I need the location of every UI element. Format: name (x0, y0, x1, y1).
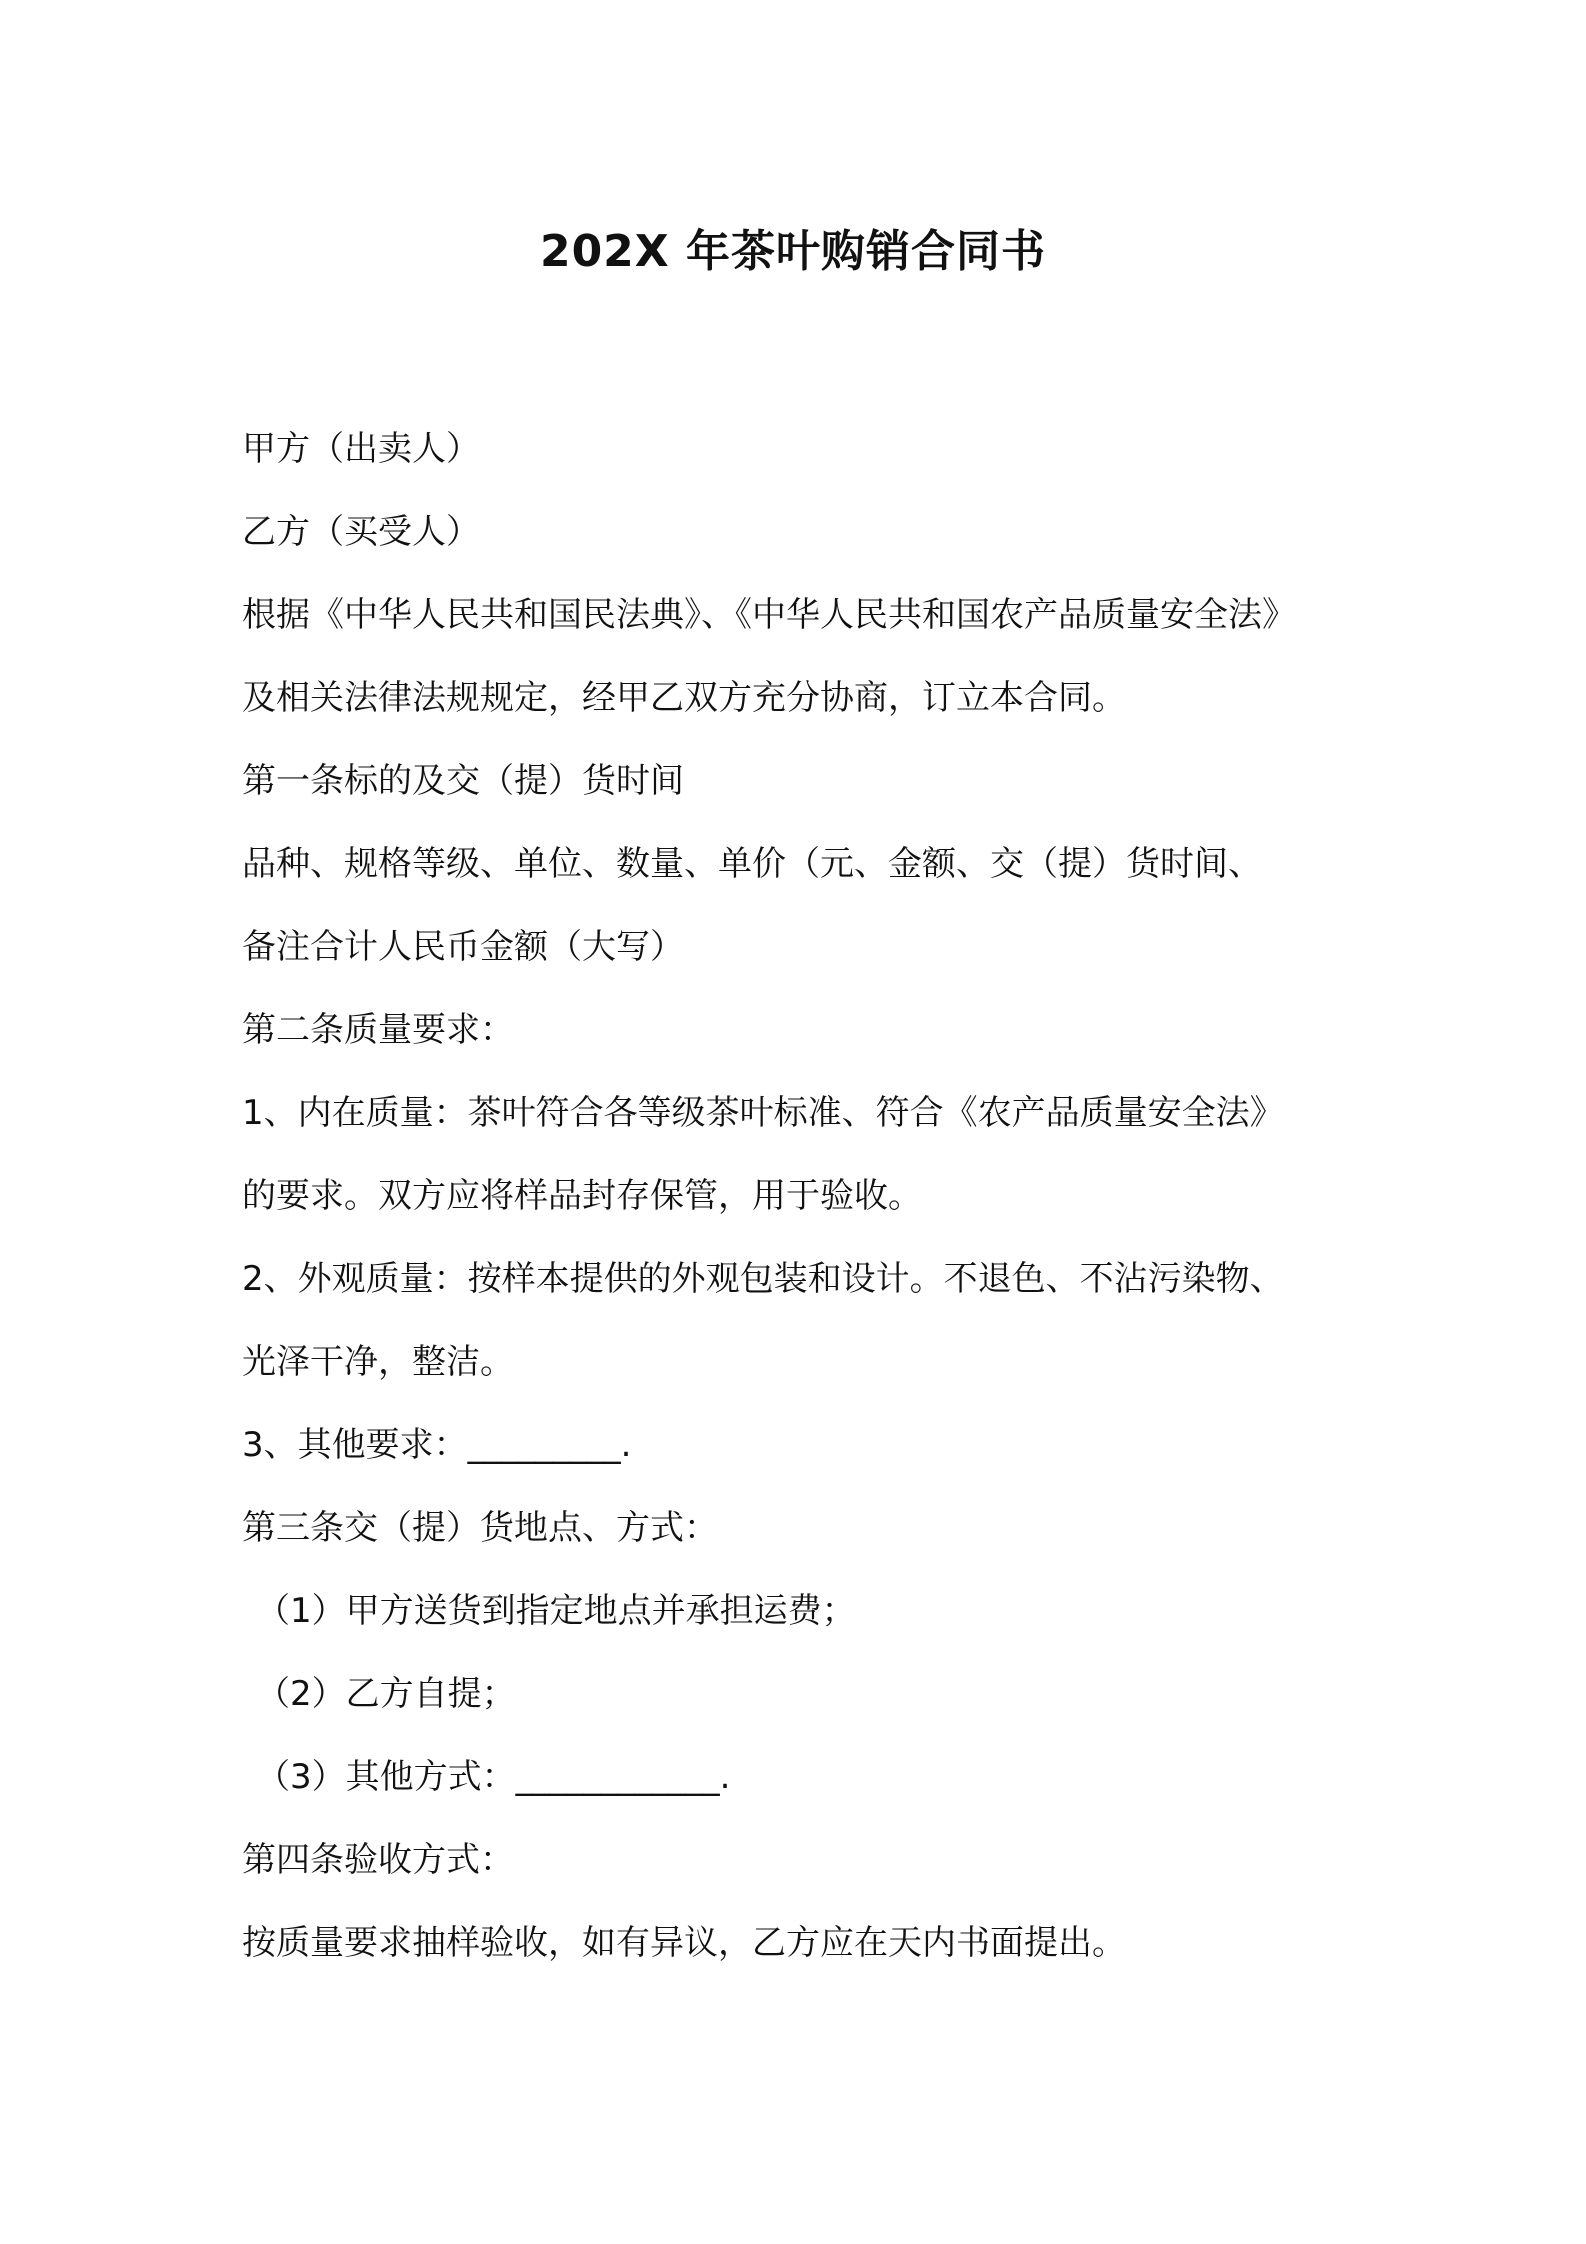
acceptance-method-text: 按质量要求抽样验收，如有异议，乙方应在天内书面提出。 (242, 1923, 1126, 1963)
delivery-option-2: （2）乙方自提； (256, 1674, 516, 1714)
document-body (242, 408, 1382, 1985)
document-title: 202X 年茶叶购销合同书 (539, 226, 1047, 277)
party-b-line: 乙方（买受人） (242, 512, 480, 552)
article-2-heading: 第二条质量要求： (242, 1010, 514, 1050)
quality-item-1: 1、内在质量：茶叶符合各等级茶叶标准、符合《农产品质量安全法》 (242, 1093, 1284, 1133)
legal-basis-line: 根据《中华人民共和国民法典》、《中华人民共和国农产品质量安全法》 (242, 595, 1296, 635)
delivery-option-1: （1）甲方送货到指定地点并承担运费； (256, 1591, 856, 1631)
party-a-line: 甲方（出卖人） (242, 429, 480, 469)
quality-item-3: 3、其他要求：_________. (242, 1425, 632, 1465)
article-1-fields: 品种、规格等级、单位、数量、单价（元、金额、交（提）货时间、 (242, 844, 1262, 884)
legal-basis-line-continued: 及相关法律法规规定，经甲乙双方充分协商，订立本合同。 (242, 678, 1126, 718)
quality-item-2-continued: 光泽干净，整洁。 (242, 1342, 514, 1382)
quality-item-2: 2、外观质量：按样本提供的外观包装和设计。不退色、不沾污染物、 (242, 1259, 1284, 1299)
article-4-heading: 第四条验收方式： (242, 1840, 514, 1880)
quality-item-1-continued: 的要求。双方应将样品封存保管，用于验收。 (242, 1176, 922, 1216)
article-3-heading: 第三条交（提）货地点、方式： (242, 1508, 718, 1548)
article-1-heading: 第一条标的及交（提）货时间 (242, 761, 684, 801)
delivery-option-3: （3）其他方式：____________. (256, 1757, 731, 1797)
article-1-fields-continued: 备注合计人民币金额（大写） (242, 927, 684, 967)
